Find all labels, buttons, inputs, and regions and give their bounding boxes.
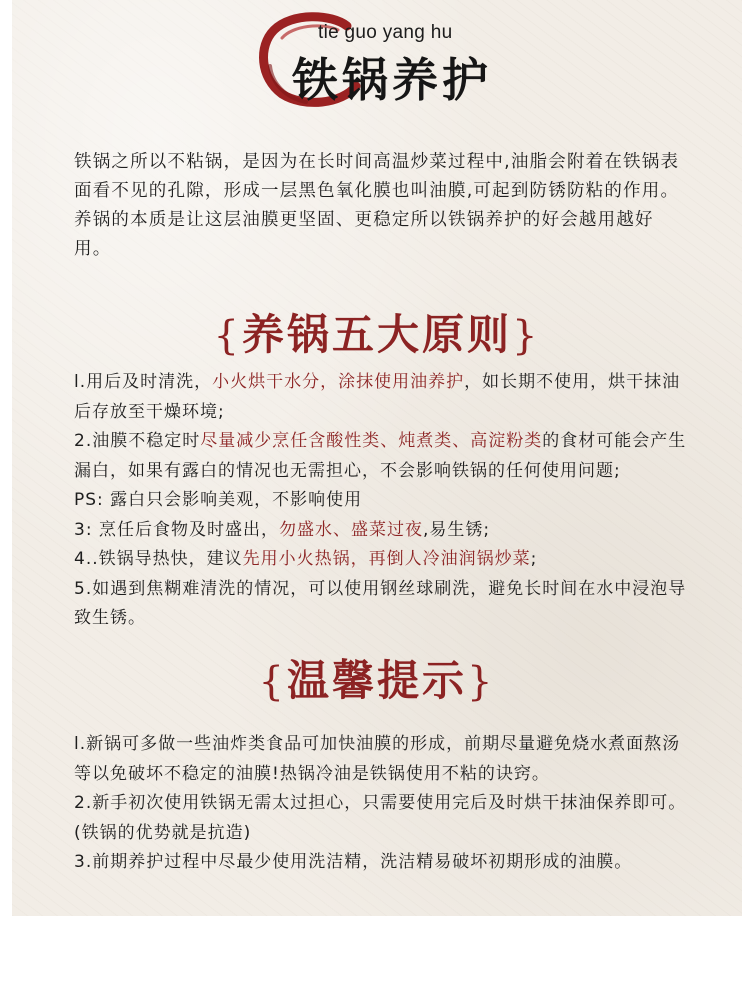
list-item: 5.如遇到焦糊难清洗的情况，可以使用钢丝球刷洗，避免长时间在水中浸泡导致生锈。 — [74, 578, 687, 628]
brace-close: } — [467, 659, 496, 705]
list-item: 2.新手初次使用铁锅无需太过担心，只需要使用完后及时烘干抹油保养即可。(铁锅的优势就是抗造) — [74, 793, 687, 843]
list-item: 4..铁锅导热快，建议先用小火热锅，再倒人冷油润锅炒菜; — [74, 549, 538, 569]
title-pinyin: tie guo yang hu — [318, 22, 453, 43]
section-title-tips — [12, 648, 742, 708]
brace-close: } — [512, 313, 541, 359]
list-item: l.新锅可多做一些油炸类食品可加快油膜的形成，前期尽量避免烧水煮面熬汤等以免破坏不稳定的油膜!热锅冷油是铁锅使用不粘的诀窍。 — [74, 734, 681, 784]
page-title: 铁锅养护 — [292, 53, 492, 107]
list-item: PS: 露白只会影响美观，不影响使用 — [74, 490, 363, 510]
list-item: 3.前期养护过程中尽最少使用洗洁精，洗洁精易破坏初期形成的油膜。 — [74, 852, 633, 872]
section-title-text: 温馨提示 — [286, 656, 467, 705]
list-item: 2.油膜不稳定时尽量减少烹任含酸性类、炖煮类、高淀粉类的食材可能会产生漏白，如果有露白的情况也无需担心，不会影响铁锅的任何使用问题; — [74, 431, 687, 481]
intro-paragraph: 铁锅之所以不粘锅，是因为在长时间高温炒菜过程中,油脂会附着在铁锅表面看不见的孔隙，形成一层黑色氧化膜也叫油膜,可起到防锈防粘的作用。养锅的本质是让这层油膜更坚固、更稳定所以铁锅养护的好会越用越好用。 — [74, 152, 680, 259]
header — [12, 0, 742, 120]
tips-list — [74, 730, 694, 878]
list-item: l.用后及时清洗，小火烘干水分，涂抹使用油养护，如长期不使用，烘干抹油后存放至干燥环境; — [74, 372, 681, 422]
section-title-principles — [12, 302, 742, 362]
paper-background — [12, 0, 742, 916]
brace-open: { — [258, 659, 287, 705]
list-item: 3: 烹任后食物及时盛出，勿盛水、盛菜过夜,易生锈; — [74, 519, 491, 540]
brace-open: { — [213, 313, 242, 359]
principles-list — [74, 368, 694, 634]
section-title-text: 养锅五大原则 — [241, 310, 512, 359]
